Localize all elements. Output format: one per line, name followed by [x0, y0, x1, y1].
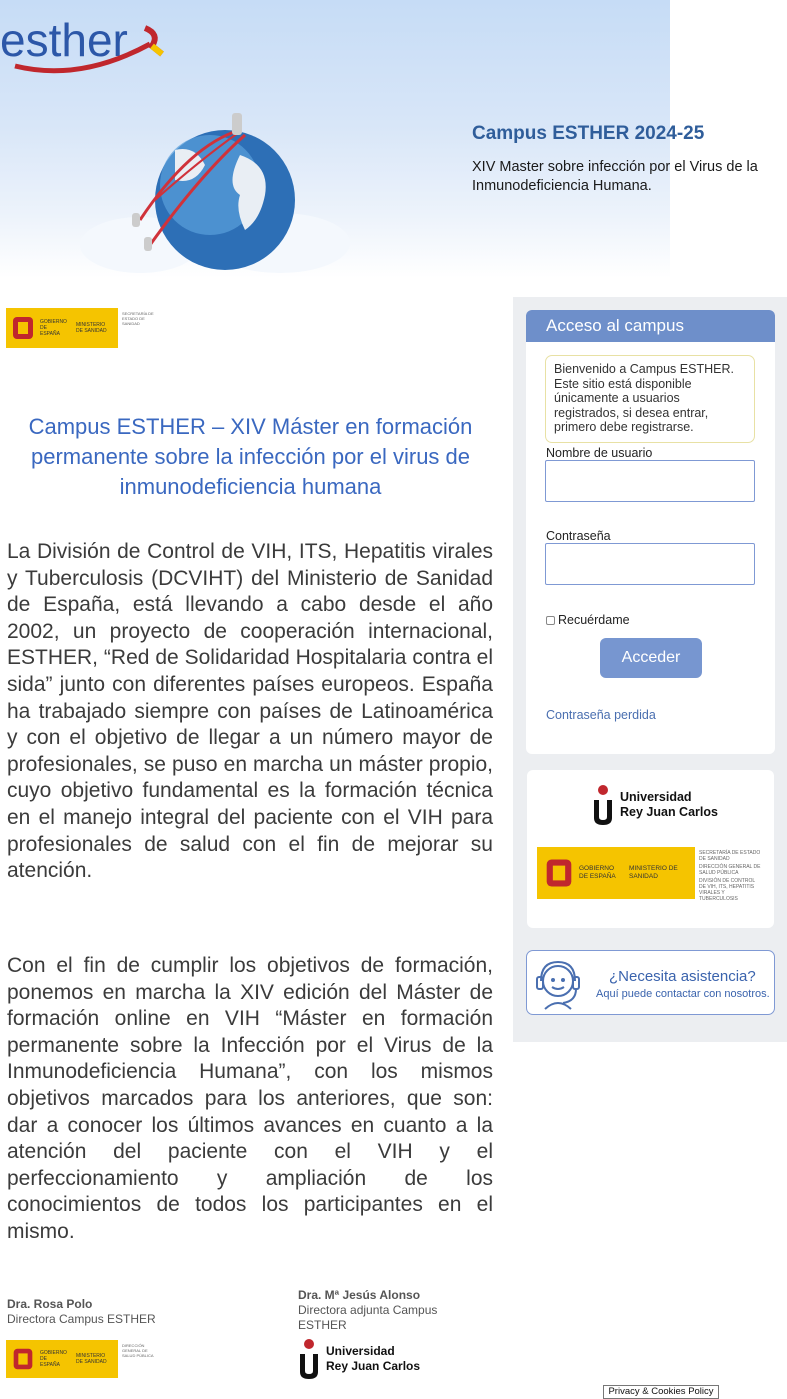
- ministerio-label: MINISTERIO DE SANIDAD: [629, 865, 678, 880]
- support-agent-icon: [533, 957, 583, 1011]
- gobierno-espana-logo-footer: [6, 1340, 164, 1378]
- gobierno-espana-logo: [6, 308, 164, 348]
- signature-left: [7, 1297, 187, 1327]
- campus-subtitle: XIV Master sobre infección por el Virus de la Inmunodeficiencia Humana.: [472, 159, 758, 194]
- login-card: [526, 310, 775, 754]
- page-title: Campus ESTHER – XIV Máster en formación permanente sobre la infección por el virus de inmunodeficiencia humana: [28, 414, 473, 499]
- remember-me[interactable]: [546, 613, 630, 627]
- help-subtitle: Aquí puede contactar con nosotros.: [596, 988, 770, 1000]
- username-label: Nombre de usuario: [546, 446, 653, 460]
- urjc-line2: Rey Juan Carlos: [326, 1359, 421, 1373]
- intro-paragraph: La División de Control de VIH, ITS, Hepatitis virales y Tuberculosis (DCVIHT) del Ministerio de Sanidad de España, está llevando a cabo desde el año 2002, un proyecto de cooperación internacional, ESTHER, “Red de Solidaridad Hospitalaria contra el sida” junto con diferentes países europeos. España ha trabajado siempre con países de Latinoamérica y con el objetivo de llegar a un número mayor de profesionales, se puso en marcha un máster propio, cuyo objetivo fundamental es la formación técnica en el manejo integral del paciente con el VIH para profesionales de salud con el fin de mejorar su atención.: [7, 540, 493, 883]
- privacy-cookies-button[interactable]: Privacy & Cookies Policy: [603, 1385, 719, 1399]
- objectives-paragraph: Con el fin de cumplir los objetivos de formación, ponemos en marcha la XIV edición del Máster de formación online en VIH “Máster en formación permanente sobre la Infección por el Virus de la Inmunodeficiencia Humana”, con los mismos objetivos marcados para los anteriores, que son: dar a conocer los últimos avances en cuanto a la atención del paciente con el VIH y el perfeccionamiento y ampliación de los conocimientos de todos los participantes en el mismo.: [7, 954, 493, 1243]
- gobierno-label: GOBIERNO DE ESPAÑA: [40, 1350, 67, 1368]
- help-title: ¿Necesita asistencia?: [609, 968, 756, 985]
- help-box[interactable]: [526, 950, 775, 1015]
- urjc-crest-icon: [298, 1338, 320, 1380]
- gobierno-label: GOBIERNO DE ESPAÑA: [40, 319, 67, 337]
- signature-right: [298, 1288, 458, 1333]
- urjc-line2: Rey Juan Carlos: [620, 805, 718, 819]
- gobierno-espana-logo-sidebar: [537, 847, 765, 902]
- remember-checkbox[interactable]: [546, 616, 555, 625]
- lost-password-link[interactable]: Contraseña perdida: [546, 708, 656, 722]
- signature-right-name: Dra. Mª Jesús Alonso: [298, 1288, 421, 1302]
- login-button[interactable]: Acceder: [600, 638, 702, 678]
- svg-text:esther: esther: [0, 14, 128, 66]
- coat-of-arms-icon: [10, 1345, 36, 1373]
- password-input[interactable]: [545, 543, 755, 585]
- urjc-crest-icon: [592, 782, 614, 828]
- globe-illustration: [80, 105, 350, 280]
- ministerio-label: MINISTERIO DE SANIDAD: [76, 322, 107, 334]
- signature-left-role: Directora Campus ESTHER: [7, 1312, 156, 1326]
- username-input[interactable]: [545, 460, 755, 502]
- direccion-label: DIRECCIÓN GENERAL DE SALUD PÚBLICA: [122, 1343, 154, 1358]
- ministerio-label: MINISTERIO DE SANIDAD: [76, 1353, 107, 1365]
- welcome-notice: Bienvenido a Campus ESTHER. Este sitio está disponible únicamente a usuarios registrados, si desea entrar, primero debe registrarse.: [545, 355, 755, 443]
- gobierno-label: GOBIERNO DE ESPAÑA: [579, 865, 616, 880]
- login-header: Acceso al campus: [526, 310, 775, 342]
- signature-left-name: Dra. Rosa Polo: [7, 1297, 93, 1311]
- secretaria-label: SECRETARÍA DE ESTADO DE SANIDAD: [699, 850, 761, 862]
- campus-title: Campus ESTHER 2024-25: [472, 123, 705, 144]
- coat-of-arms-icon: [10, 313, 36, 343]
- urjc-logo-footer: [298, 1338, 420, 1380]
- secretaria-label: SECRETARÍA DE ESTADO DE SANIDAD: [122, 311, 154, 326]
- partners-card: [527, 770, 774, 928]
- esther-logo[interactable]: [0, 4, 175, 76]
- urjc-logo: [592, 782, 718, 828]
- signature-right-role: Directora adjunta Campus ESTHER: [298, 1303, 438, 1332]
- password-label: Contraseña: [546, 529, 611, 543]
- direccion-label: DIRECCIÓN GENERAL DE SALUD PÚBLICA: [699, 864, 761, 876]
- urjc-line1: Universidad: [620, 790, 692, 804]
- coat-of-arms-icon: [543, 854, 575, 892]
- remember-label: Recuérdame: [558, 613, 630, 627]
- division-label: DIVISIÓN DE CONTROL DE VIH, ITS, HEPATITIS VIRALES Y TUBERCULOSIS: [699, 878, 755, 902]
- urjc-line1: Universidad: [326, 1344, 395, 1358]
